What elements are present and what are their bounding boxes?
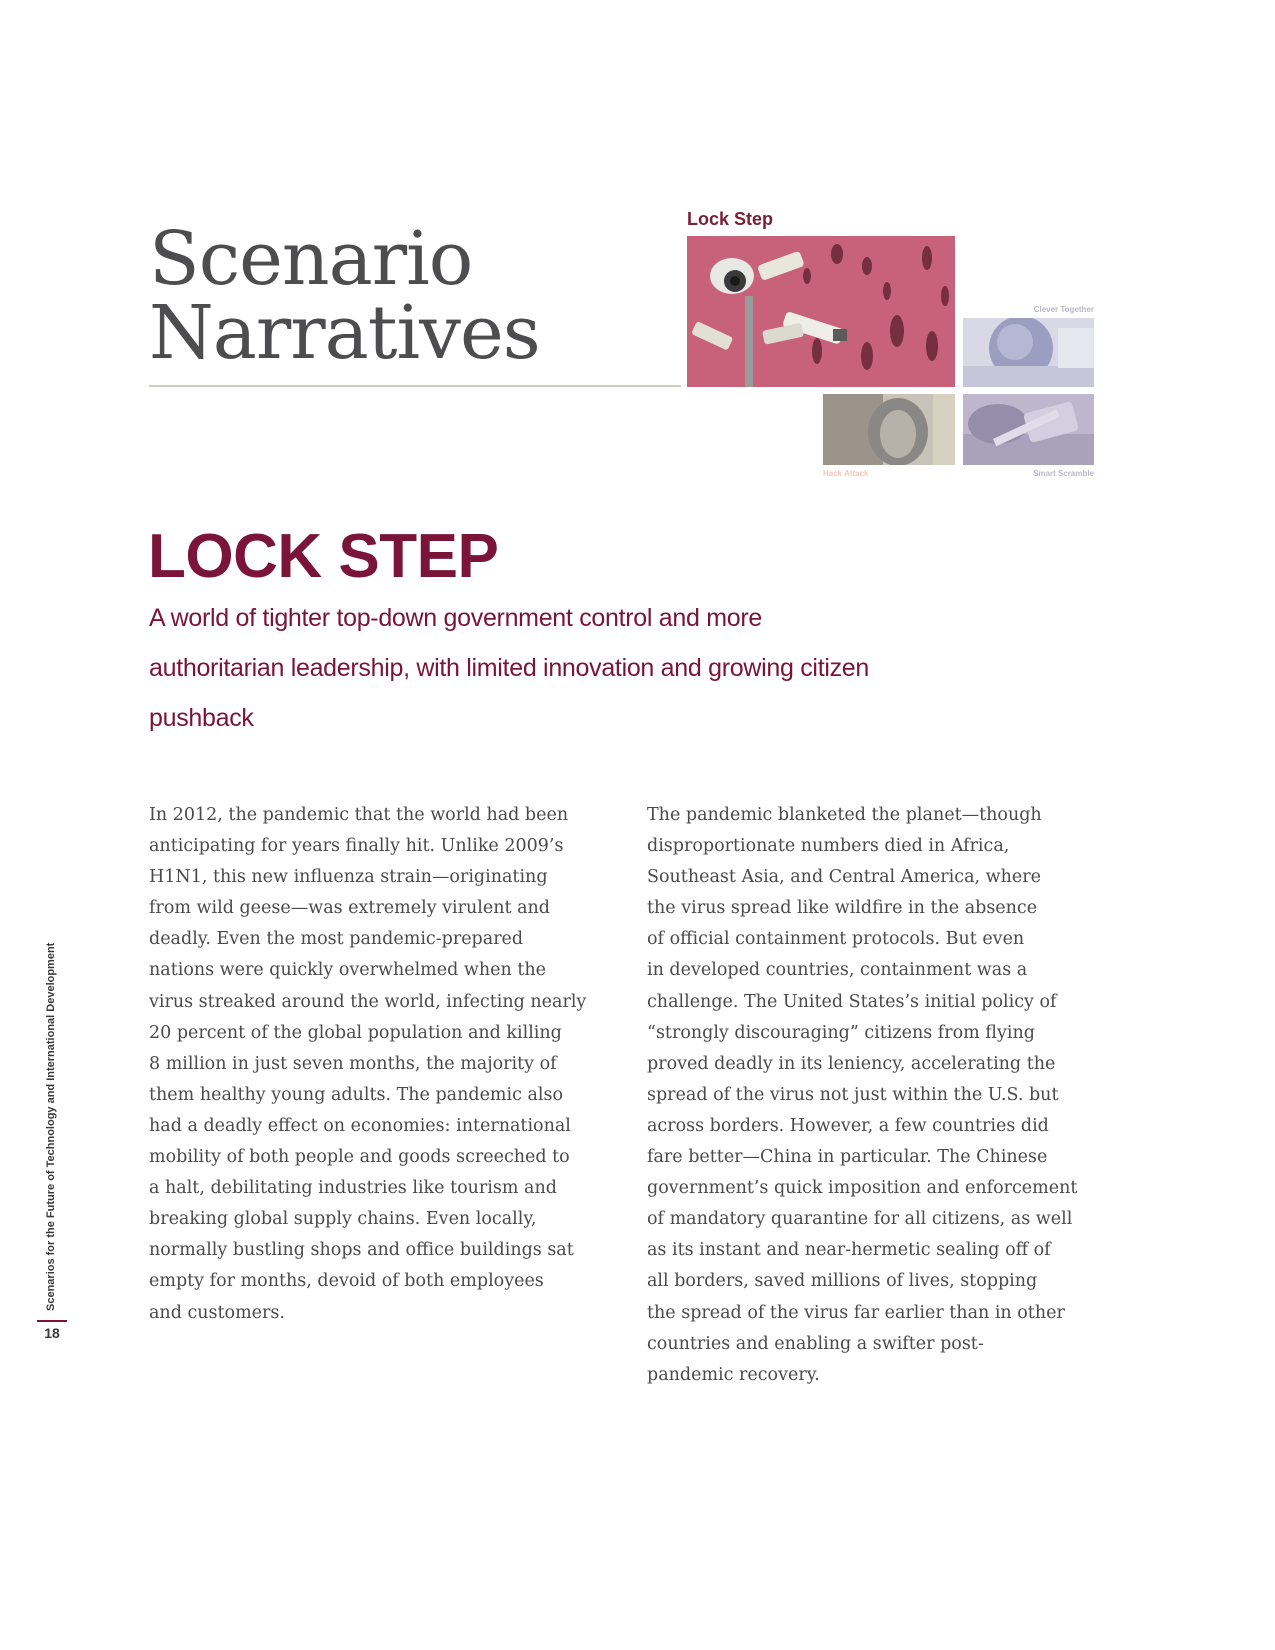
scenario-map-active-label: Lock Step	[687, 209, 774, 229]
body-line: fare better—China in particular. The Chinese	[647, 1147, 1048, 1168]
running-title: Scenarios for the Future of Technology and International Development	[45, 942, 57, 1311]
body-line: “strongly discouraging” citizens from flying	[647, 1022, 1035, 1043]
body-line: from wild geese—was extremely virulent and	[149, 898, 551, 919]
scenario-map-label-hack-attack: Hack Attack	[823, 469, 869, 478]
body-line: pandemic recovery.	[647, 1364, 820, 1385]
body-line: 8 million in just seven months, the majority of	[149, 1053, 557, 1074]
section-title-line-2: Narratives	[149, 290, 540, 376]
title-rule	[149, 385, 681, 387]
body-column-left	[149, 800, 599, 1329]
body-line: them healthy young adults. The pandemic also	[149, 1084, 564, 1105]
body-line: a halt, debilitating industries like tourism and	[149, 1178, 557, 1199]
body-line: mobility of both people and goods screeched to	[149, 1147, 570, 1168]
clever-together-image	[963, 318, 1094, 387]
body-line: the virus spread like wildfire in the absence	[647, 898, 1038, 919]
folio-rule	[37, 1320, 67, 1322]
body-column-right	[647, 800, 1097, 1391]
scenario-map-label-clever-together: Clever Together	[1033, 305, 1094, 314]
scenario-map-label-smart-scramble: Smart Scramble	[1033, 469, 1094, 478]
body-line: disproportionate numbers died in Africa,	[647, 836, 1010, 857]
scenario-subheading: A world of tighter top-down government control and more authoritarian leadership, with limited innovation and growing citizen pushback	[149, 604, 869, 732]
body-line: in developed countries, containment was a	[647, 960, 1028, 981]
smart-scramble-image	[963, 394, 1094, 465]
body-line: of official containment protocols. But even	[647, 929, 1025, 950]
body-line: spread of the virus not just within the U.S. but	[647, 1084, 1059, 1105]
body-line: anticipating for years finally hit. Unlike 2009’s	[149, 836, 564, 857]
body-line: normally bustling shops and office buildings sat	[149, 1240, 574, 1261]
scenario-heading: LOCK STEP	[148, 522, 499, 591]
lock-step-image	[687, 236, 955, 387]
body-line: across borders. However, a few countries did	[647, 1115, 1049, 1136]
body-line: the spread of the virus far earlier than in other	[647, 1302, 1065, 1323]
body-line: challenge. The United States’s initial policy of	[647, 991, 1057, 1012]
body-line: H1N1, this new influenza strain—originating	[149, 867, 548, 888]
section-title	[149, 216, 540, 376]
page-number: 18	[44, 1325, 60, 1341]
body-line: and customers.	[149, 1302, 285, 1323]
body-line: deadly. Even the most pandemic-prepared	[149, 929, 524, 950]
body-line: Southeast Asia, and Central America, where	[647, 867, 1041, 888]
body-line: 20 percent of the global population and killing	[149, 1022, 562, 1043]
body-line: In 2012, the pandemic that the world had been	[149, 805, 569, 825]
body-line: countries and enabling a swifter post-	[647, 1333, 984, 1354]
section-title-line-1: Scenario	[149, 216, 473, 302]
body-line: government’s quick imposition and enforcement	[647, 1178, 1078, 1199]
body-line: virus streaked around the world, infecting nearly	[149, 991, 587, 1012]
body-line: had a deadly effect on economies: international	[149, 1115, 571, 1136]
body-line: empty for months, devoid of both employees	[149, 1271, 544, 1292]
body-line: breaking global supply chains. Even locally,	[149, 1209, 537, 1230]
hack-attack-image	[823, 394, 955, 465]
body-line: proved deadly in its leniency, accelerating the	[647, 1053, 1056, 1074]
body-line: nations were quickly overwhelmed when the	[149, 960, 546, 981]
body-line: as its instant and near-hermetic sealing off of	[647, 1240, 1051, 1261]
body-line: The pandemic blanketed the planet—though	[647, 805, 1042, 825]
body-line: of mandatory quarantine for all citizens, as well	[647, 1209, 1073, 1230]
body-line: all borders, saved millions of lives, stopping	[647, 1271, 1038, 1292]
